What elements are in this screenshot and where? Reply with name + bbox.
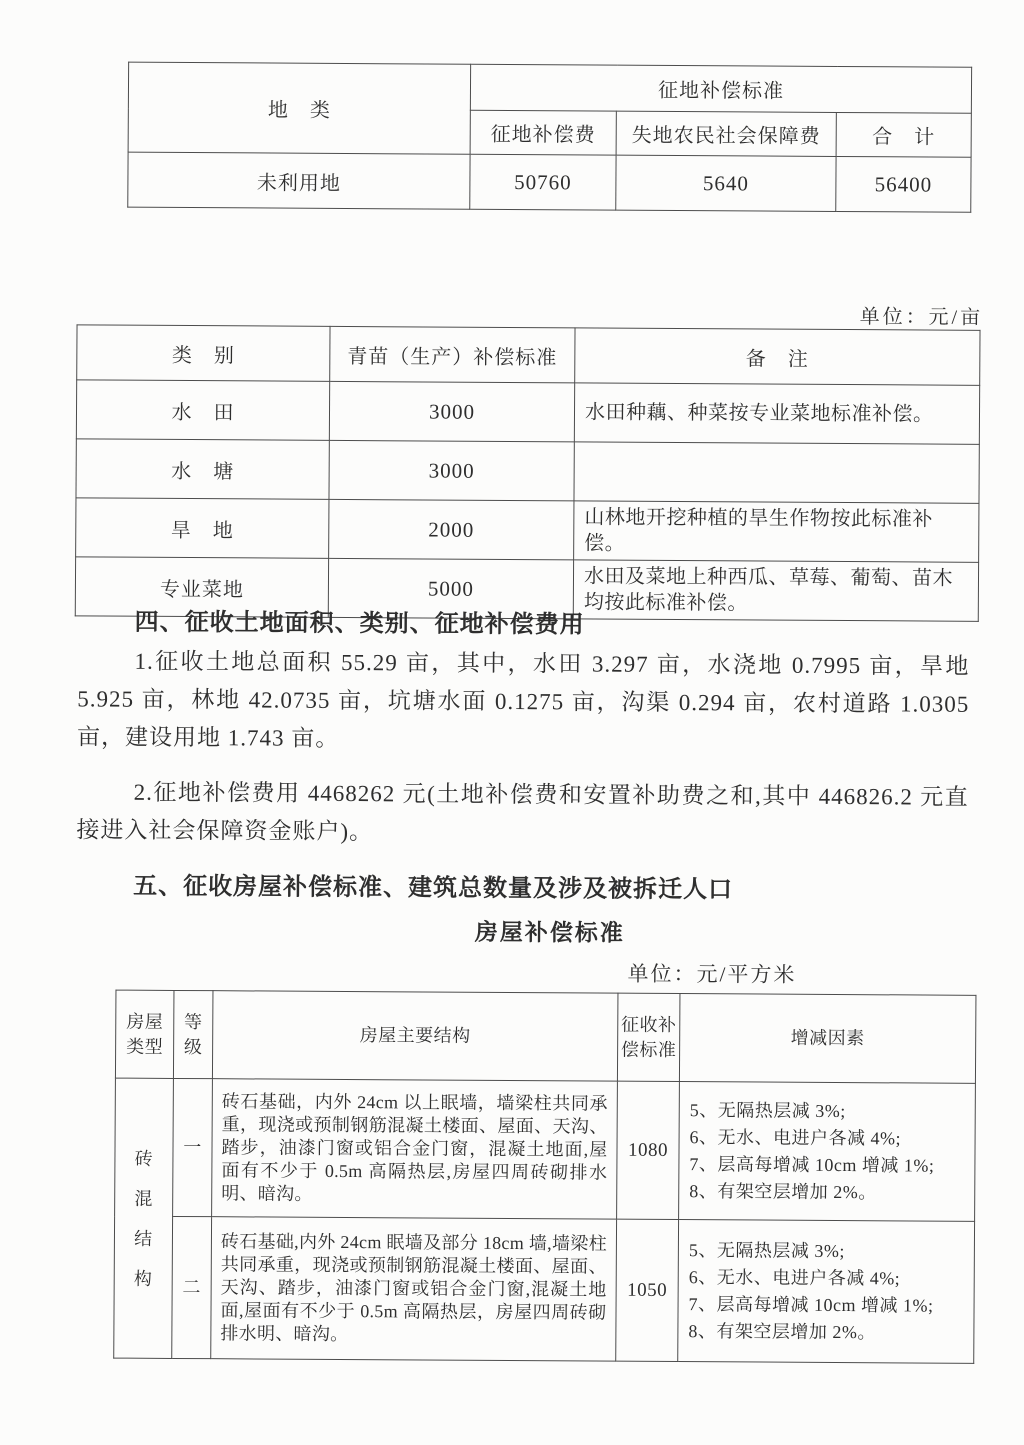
factor-item: 5、无隔热层减 3%; bbox=[689, 1099, 846, 1121]
structure-cell: 砖石基础,内外 24cm 眠墙及部分 18cm 墙,墙梁柱共同承重，现浇或预制钢筋混凝土楼面、屋面、天沟、踏步，油漆门窗或铝合金门窗,混凝土地面,屋面有不少于 0.5m 高隔热层，房屋四周砖砌排水明、暗沟。 bbox=[211, 1217, 617, 1361]
remark-cell: 水田及菜地上种西瓜、草莓、葡萄、苗木均按此标准补偿。 bbox=[573, 560, 978, 621]
unit-label-yuan-per-mu: 单位：元/亩 bbox=[859, 306, 984, 329]
para-compensation-fee: 2.征地补偿费用 4468262 元(土地补偿费和安置补助费之和,其中 446826.2 元直接进入社会保障资金账户)。 bbox=[76, 779, 969, 845]
standard-value: 1080 bbox=[617, 1081, 680, 1219]
table-row bbox=[114, 1216, 975, 1363]
category-cell: 水 塘 bbox=[76, 439, 329, 500]
remark-cell bbox=[574, 442, 979, 503]
section-5-heading: 五、征收房屋补偿标准、建筑总数量及涉及被拆迁人口 bbox=[133, 873, 734, 904]
factor-item: 7、层高每增减 10cm 增减 1%; bbox=[689, 1153, 935, 1176]
value-cell: 5000 bbox=[328, 558, 573, 618]
table-row bbox=[76, 380, 979, 445]
value-cell: 2000 bbox=[329, 499, 574, 559]
table-row bbox=[115, 1078, 976, 1221]
remark-cell: 山林地开挖种植的旱生作物按此标准补偿。 bbox=[574, 501, 979, 562]
table-row bbox=[128, 152, 971, 212]
factors-list bbox=[678, 1220, 975, 1364]
factor-item: 8、有架空层增加 2%。 bbox=[689, 1180, 877, 1202]
factor-item: 8、有架空层增加 2%。 bbox=[688, 1320, 876, 1342]
category-cell: 旱 地 bbox=[76, 498, 329, 559]
remark-cell: 水田种藕、种菜按专业菜地标准补偿。 bbox=[574, 383, 979, 444]
house-compensation-table bbox=[113, 990, 976, 1364]
unit-label-yuan-per-sqm: 单位：元/平方米 bbox=[627, 961, 797, 987]
land-type-cell: 未利用地 bbox=[128, 152, 470, 209]
social-security-header: 失地农民社会保障费 bbox=[616, 111, 836, 156]
category-header: 类 别 bbox=[77, 325, 330, 382]
factor-item: 6、无水、电进户各减 4%; bbox=[689, 1126, 902, 1148]
standard-value: 1050 bbox=[616, 1219, 679, 1361]
land-class-header: 地 类 bbox=[128, 62, 471, 154]
factor-item: 7、层高每增减 10cm 增减 1%; bbox=[688, 1293, 934, 1316]
house-type-vertical-text: 砖混结构 bbox=[133, 1148, 154, 1289]
value-cell: 3000 bbox=[329, 381, 574, 441]
structure-cell: 砖石基础，内外 24cm 以上眠墙，墙梁柱共同承重，现浇或预制钢筋混凝土楼面、屋面、天沟、踏步，油漆门窗或铝合金门窗，混凝土地面,屋面有不少于 0.5m 高隔热层,房屋四周砖砌排水明、暗沟。 bbox=[212, 1079, 618, 1219]
standard-header: 征收补偿标准 bbox=[617, 993, 680, 1081]
house-type-header: 房屋类型 bbox=[115, 990, 174, 1078]
table-row bbox=[76, 439, 979, 504]
factor-item: 5、无隔热层减 3%; bbox=[688, 1239, 845, 1261]
total-header: 合 计 bbox=[836, 112, 971, 157]
compensation-standard-header: 征地补偿标准 bbox=[470, 64, 971, 113]
category-cell: 水 田 bbox=[76, 380, 329, 441]
seedling-compensation-table bbox=[75, 324, 981, 622]
section-4-heading: 四、征收土地面积、类别、征地补偿费用 bbox=[134, 609, 585, 639]
house-compensation-subtitle: 房屋补偿标准 bbox=[474, 919, 625, 946]
fee-value: 50760 bbox=[470, 154, 616, 210]
remark-header: 备 注 bbox=[575, 328, 980, 385]
para-land-area: 1.征收土地总面积 55.29 亩，其中，水田 3.297 亩，水浇地 0.7995 亩，旱地 5.925 亩，林地 42.0735 亩，坑塘水面 0.1275 亩，沟渠 0.294 亩，农村道路 1.0305 亩，建设用地 1.743 亩。 bbox=[76, 648, 970, 751]
factors-header: 增减因素 bbox=[679, 994, 976, 1084]
grade-cell: 二 bbox=[172, 1216, 212, 1358]
social-value: 5640 bbox=[616, 155, 836, 211]
table-row bbox=[76, 498, 979, 563]
fee-header: 征地补偿费 bbox=[470, 110, 616, 155]
grade-cell: 一 bbox=[173, 1078, 213, 1216]
land-compensation-table bbox=[127, 62, 972, 213]
structure-header: 房屋主要结构 bbox=[212, 991, 618, 1081]
house-type-cell bbox=[114, 1078, 174, 1358]
value-cell: 3000 bbox=[329, 440, 574, 500]
factor-item: 6、无水、电进户各减 4%; bbox=[688, 1266, 901, 1288]
seedling-standard-header: 青苗（生产）补偿标准 bbox=[330, 326, 575, 382]
total-value: 56400 bbox=[836, 156, 971, 212]
factors-list bbox=[679, 1082, 976, 1222]
category-cell: 专业菜地 bbox=[75, 557, 328, 618]
grade-header: 等级 bbox=[173, 990, 213, 1078]
